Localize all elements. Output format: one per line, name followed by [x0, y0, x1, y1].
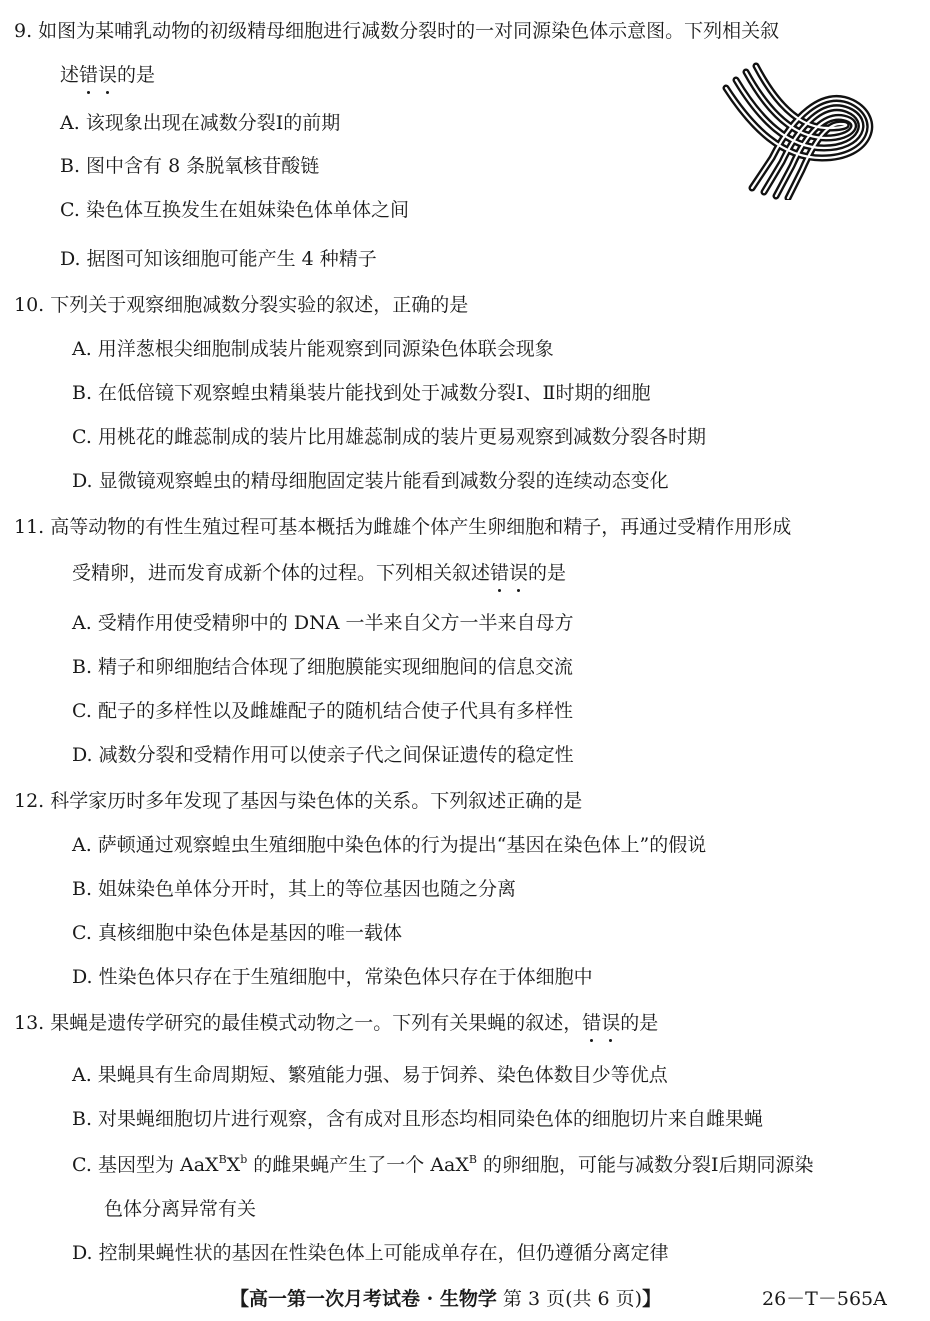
- homologous-chromosome-figure: [712, 58, 892, 200]
- q12-stem: 12. 科学家历时多年发现了基因与染色体的关系。下列叙述正确的是: [14, 790, 583, 812]
- q12-option-c: C. 真核细胞中染色体是基因的唯一载体: [72, 922, 402, 944]
- q11-stem-line1: 11. 高等动物的有性生殖过程可基本概括为雌雄个体产生卵细胞和精子，再通过受精作用形成: [14, 516, 792, 538]
- q9-stem-line1: 9. 如图为某哺乳动物的初级精母细胞进行减数分裂时的一对同源染色体示意图。下列相关叙: [14, 20, 780, 42]
- q11-option-a: A. 受精作用使受精卵中的 DNA 一半来自父方一半来自母方: [72, 612, 574, 634]
- page-footer: 【高一第一次月考试卷 · 生物学 第 3 页(共 6 页)】: [230, 1288, 662, 1310]
- q11-option-c: C. 配子的多样性以及雌雄配子的随机结合使子代具有多样性: [72, 700, 573, 722]
- emphasis-dot: 误: [98, 64, 118, 86]
- emphasis-dot: 误: [601, 1012, 621, 1034]
- emphasis-dot: 错: [490, 562, 510, 584]
- q10-option-a: A. 用洋葱根尖细胞制成装片能观察到同源染色体联会现象: [72, 338, 554, 360]
- q13-stem: 13. 果蝇是遗传学研究的最佳模式动物之一。下列有关果蝇的叙述，错误的是: [14, 1012, 659, 1034]
- q13-option-a: A. 果蝇具有生命周期短、繁殖能力强、易于饲养、染色体数目少等优点: [72, 1064, 668, 1086]
- q9-stem-line2: 述错误的是: [60, 64, 156, 86]
- emphasis-dot: 错: [79, 64, 99, 86]
- exam-title: 高一第一次月考试卷 · 生物学: [249, 1288, 497, 1310]
- q10-stem: 10. 下列关于观察细胞减数分裂实验的叙述，正确的是: [14, 294, 469, 316]
- q9-option-d: D. 据图可知该细胞可能产生 4 种精子: [60, 248, 377, 270]
- q13-option-b: B. 对果蝇细胞切片进行观察，含有成对且形态均相同染色体的细胞切片来自雌果蝇: [72, 1108, 764, 1130]
- q11-stem-line2: 受精卵，进而发育成新个体的过程。下列相关叙述错误的是: [72, 562, 567, 584]
- q9-option-b: B. 图中含有 8 条脱氧核苷酸链: [60, 155, 320, 177]
- q10-option-d: D. 显微镜观察蝗虫的精母细胞固定装片能看到减数分裂的连续动态变化: [72, 470, 669, 492]
- q13-option-d: D. 控制果蝇性状的基因在性染色体上可能成单存在，但仍遵循分离定律: [72, 1242, 669, 1264]
- page-number: 第 3 页(共 6 页): [496, 1288, 643, 1310]
- q12-option-d: D. 性染色体只存在于生殖细胞中，常染色体只存在于体细胞中: [72, 966, 593, 988]
- q11-option-b: B. 精子和卵细胞结合体现了细胞膜能实现细胞间的信息交流: [72, 656, 574, 678]
- q11-option-d: D. 减数分裂和受精作用可以使亲子代之间保证遗传的稳定性: [72, 744, 574, 766]
- q9-option-c: C. 染色体互换发生在姐妹染色体单体之间: [60, 199, 409, 221]
- q13-option-c-line1: C. 基因型为 $AaX^BX^b$ 的雌果蝇产生了一个 AaX$^B$ 的卵细胞，可能与减数分裂Ⅰ后期同源染: [72, 1153, 814, 1176]
- emphasis-dot: 错: [582, 1012, 602, 1034]
- q10-option-c: C. 用桃花的雌蕊制成的装片比用雄蕊制成的装片更易观察到减数分裂各时期: [72, 426, 706, 448]
- q13-option-c-line2: 色体分离异常有关: [104, 1198, 257, 1220]
- q12-option-a: A. 萨顿通过观察蝗虫生殖细胞中染色体的行为提出“基因在染色体上”的假说: [72, 834, 707, 856]
- emphasis-dot: 误: [509, 562, 529, 584]
- q10-option-b: B. 在低倍镜下观察蝗虫精巢装片能找到处于减数分裂Ⅰ、Ⅱ时期的细胞: [72, 382, 651, 404]
- q12-option-b: B. 姐妹染色单体分开时，其上的等位基因也随之分离: [72, 878, 517, 900]
- q9-option-a: A. 该现象出现在减数分裂Ⅰ的前期: [60, 112, 341, 134]
- exam-code: 26－T－565A: [762, 1288, 887, 1310]
